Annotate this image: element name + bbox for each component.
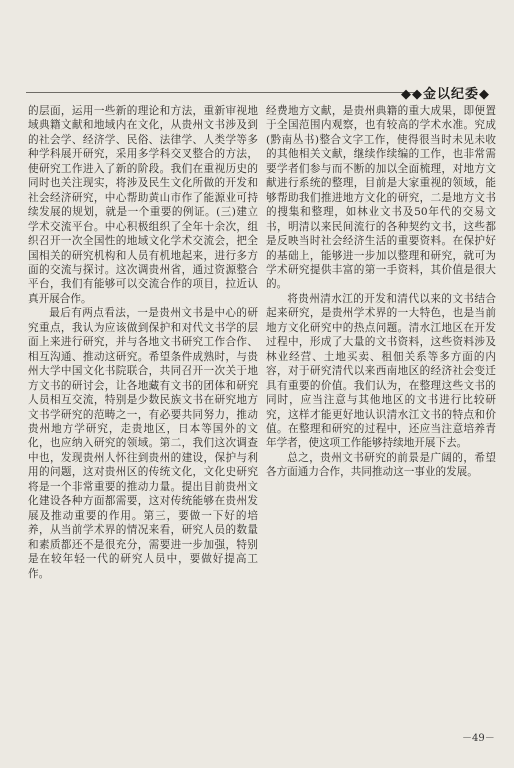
paragraph: 总之，贵州文书研究的前景是广阔的，希望各方面通力合作，共同推动这一事业的发展。 bbox=[266, 451, 496, 479]
paragraph: 经费地方文献，是贵州典籍的重大成果，即便置于全国范围内观察，也有较高的学术水准。究成(黔南丛书)整合文字工作，使得很当时未见未收的其他相关文献，继续作续编的工作，也非常需要学者们参与而不断的加以全面梳理，对地方文献进行系统的整理，目前是大家重视的领域，能够帮助我们推进地方文化的研究，二是地方文书的搜集和整理，如林业文书及50年代的交易文书，明清以来民间流行的各种契约文书，这些都是反映当时社会经济生活的重要资料。在保护好的基础上，能够进一步加以整理和研究，就可为学术研究提供丰富的第一手资料，其价值是很大的。 bbox=[266, 105, 496, 291]
page-number: －49－ bbox=[462, 733, 495, 744]
header-rule bbox=[26, 92, 420, 93]
paragraph: 最后有两点看法，一是贵州文书是中心的研究重点，我认为应该做到保护和对代文书学的层面上来进行研究，并与各地文书研究工作合作、相互沟通、推动这研究。希望条件成熟时，与贵州大学中国文化书院联合，共同召开一次关于地方文书的研讨会，让各地藏有文书的团体和研究人员相互交流，特别是少数民族文书在研究地方文书学研究的范畴之一，有必要共同努力，推动贵州地方学研究，走贵地区，日本等国外的文化，也应纳入研究的领域。第二，我们这次调查中也，发现贵州人怀往到贵州的建设，保护与利用的问题，这对贵州区的传统文化，文化史研究将是一个非常重要的推动力量。提出目前贵州文化建设各种方面都需要，这对传统能够在贵州发展及推动重要的作用。第三，要做一下好的培养，从当前学术界的情况来看，研究人员的数量和素质都还不是很充分，需要进一步加强，特别是在较年轻一代的研究人员中，要做好提高工作。 bbox=[28, 307, 258, 580]
paragraph: 将贵州清水江的开发和清代以来的文书结合起来研究，是贵州学术界的一大特色，也是当前地方文化研究中的热点问题。清水江地区在开发过程中，形成了大量的文书资料，这些资料涉及林业经营、土地买卖、租佃关系等多方面的内容，对于研究清代以来西南地区的经济社会变迁具有重要的价值。我们认为，在整理这些文书的同时，应当注意与其他地区的文书进行比较研究，这样才能更好地认识清水江文书的特点和价值。在整理和研究的过程中，还应当注意培养青年学者，使这项工作能够持续地开展下去。 bbox=[266, 292, 496, 450]
page-header bbox=[26, 80, 490, 102]
right-column bbox=[266, 104, 496, 480]
paragraph: 的层面，运用一些新的理论和方法，重新审视地域典籍文献和地域内在文化，从贵州文书涉及到的社会学、经济学、民俗、法律学、人类学等多种学科展开研究，采用多学科交叉整合的方法，使研究工作进入了新的阶段。我们在重视历史的同时也关注现实，将涉及民生文化所做的开发和社会经济研究，中心帮助黄山市作了能源业可持续发展的规划，就是一个重要的例证。(三)建立学术交流平台。中心积极组织了全年十余次，组织召开一次全国性的地域文化学术交流会，把全国相关的研究机构和人员有机地起来，进行多方面的交流与探讨。这次调贵州省，通过资源整合平台，我们有能够可以交流合作的项目，拉近认真开展合作。 bbox=[28, 105, 258, 305]
left-column bbox=[28, 104, 258, 581]
section-title: ◆◆金以纪委◆ bbox=[401, 87, 490, 102]
